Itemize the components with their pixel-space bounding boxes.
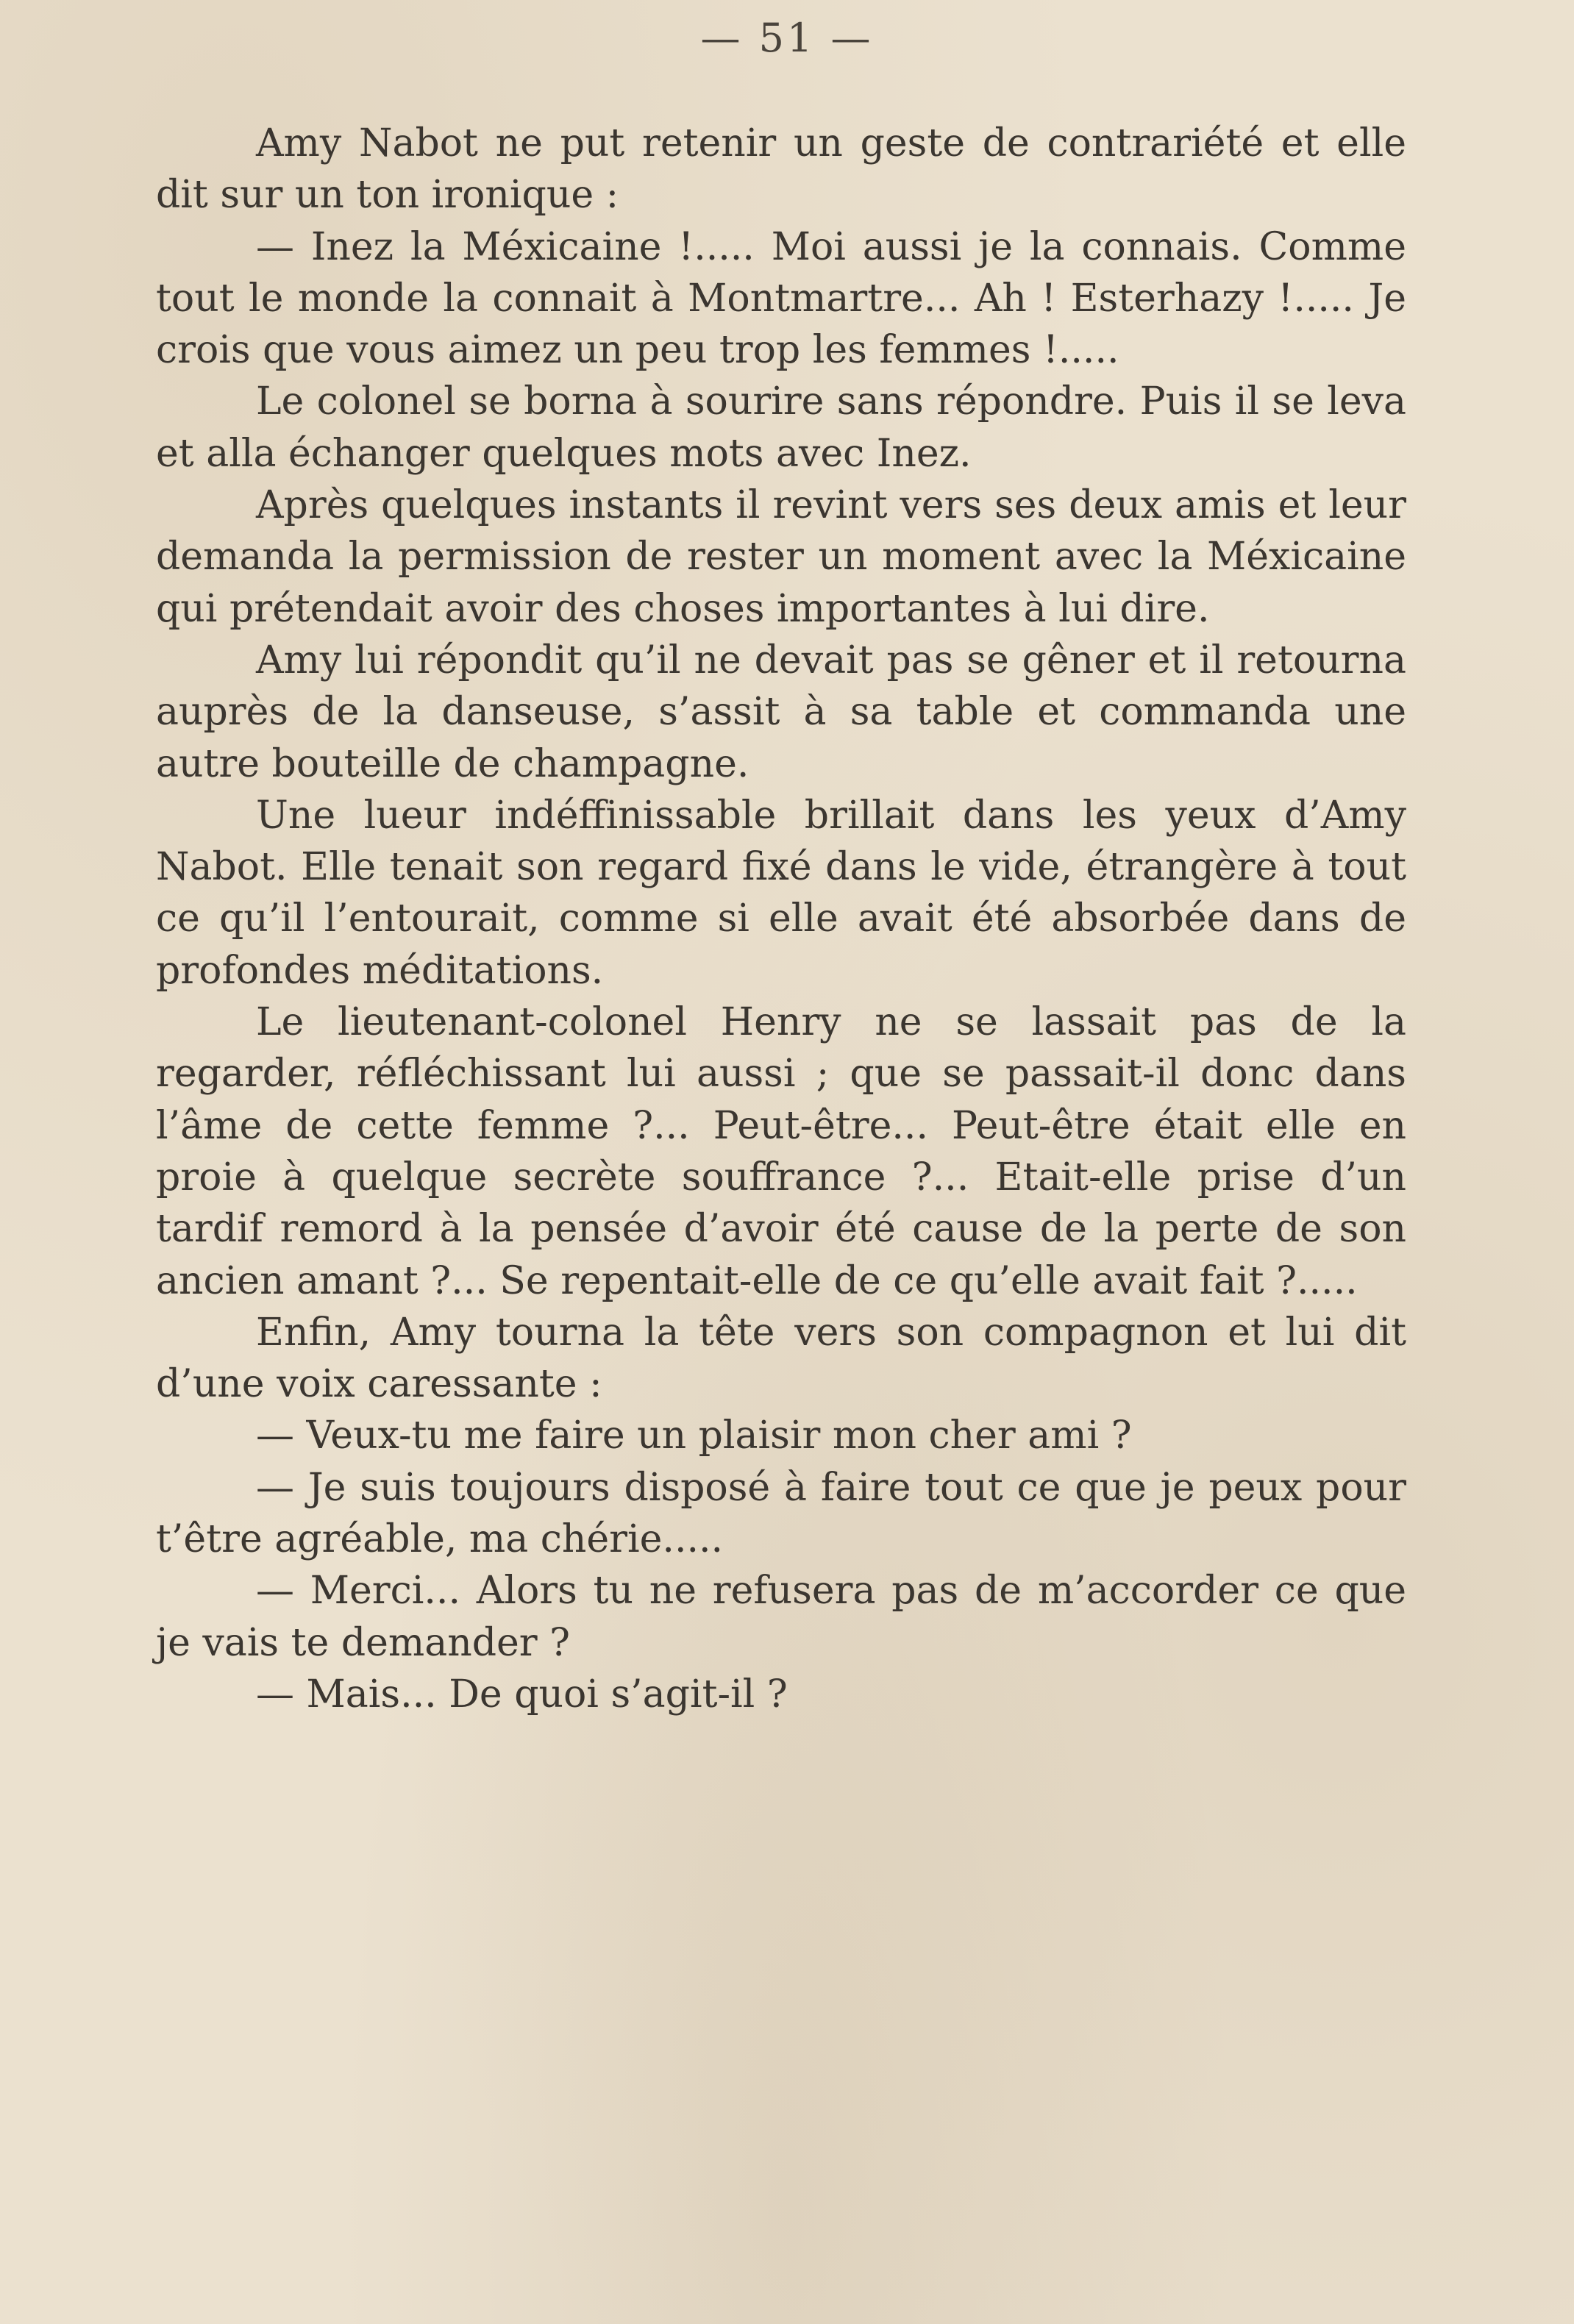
dialogue-line: — Veux-tu me faire un plaisir mon cher ami ?: [256, 1414, 1132, 1458]
dialogue-line: — Je suis toujours disposé à faire tout ce que je peux pour t’être agréable, ma chérie.....: [156, 1465, 1406, 1562]
paragraph: Amy lui répondit qu’il ne devait pas se gêner et il retourna auprès de la danseuse, s’assit à sa table et commanda une autre bouteille de champagne.: [156, 638, 1406, 786]
paragraph: — Inez la Méxicaine !..... Moi aussi je la connais. Comme tout le monde la connait à Montmartre... Ah ! Esterhazy !..... Je crois que vous aimez un peu trop les femmes !.....: [156, 224, 1406, 373]
page-number: — 51 —: [700, 15, 874, 61]
paragraph: Enfin, Amy tourna la tête vers son compagnon et lui dit d’une voix caressante :: [156, 1310, 1406, 1407]
dialogue-line: — Mais... De quoi s’agit-il ?: [256, 1672, 788, 1717]
paragraph: Le lieutenant-colonel Henry ne se lassait pas de la regarder, réfléchissant lui aussi ; que se passait-il donc dans l’âme de cette femme ?... Peut-être... Peut-être était elle en proie à quelque secrète souffrance ?... Etait-elle prise d’un tardif remord à la pensée d’avoir été cause de la perte de son ancien amant ?... Se repentait-elle de ce qu’elle avait fait ?.....: [156, 1000, 1406, 1303]
paragraph: Après quelques instants il revint vers ses deux amis et leur demanda la permission de rester un moment avec la Méxicaine qui prétendait avoir des choses importantes à lui dire.: [156, 483, 1406, 631]
paragraph: Une lueur indéffinissable brillait dans les yeux d’Amy Nabot. Elle tenait son regard fixé dans le vide, étrangère à tout ce qu’il l’entourait, comme si elle avait été absorbée dans de profondes méditations.: [156, 793, 1406, 993]
dialogue-line: — Merci... Alors tu ne refusera pas de m’accorder ce que je vais te demander ?: [156, 1569, 1406, 1665]
paragraph: Le colonel se borna à sourire sans répondre. Puis il se leva et alla échanger quelques mots avec Inez.: [156, 379, 1406, 476]
body-text: [156, 118, 1406, 1720]
paragraph: Amy Nabot ne put retenir un geste de contrariété et elle dit sur un ton ironique :: [156, 121, 1406, 218]
